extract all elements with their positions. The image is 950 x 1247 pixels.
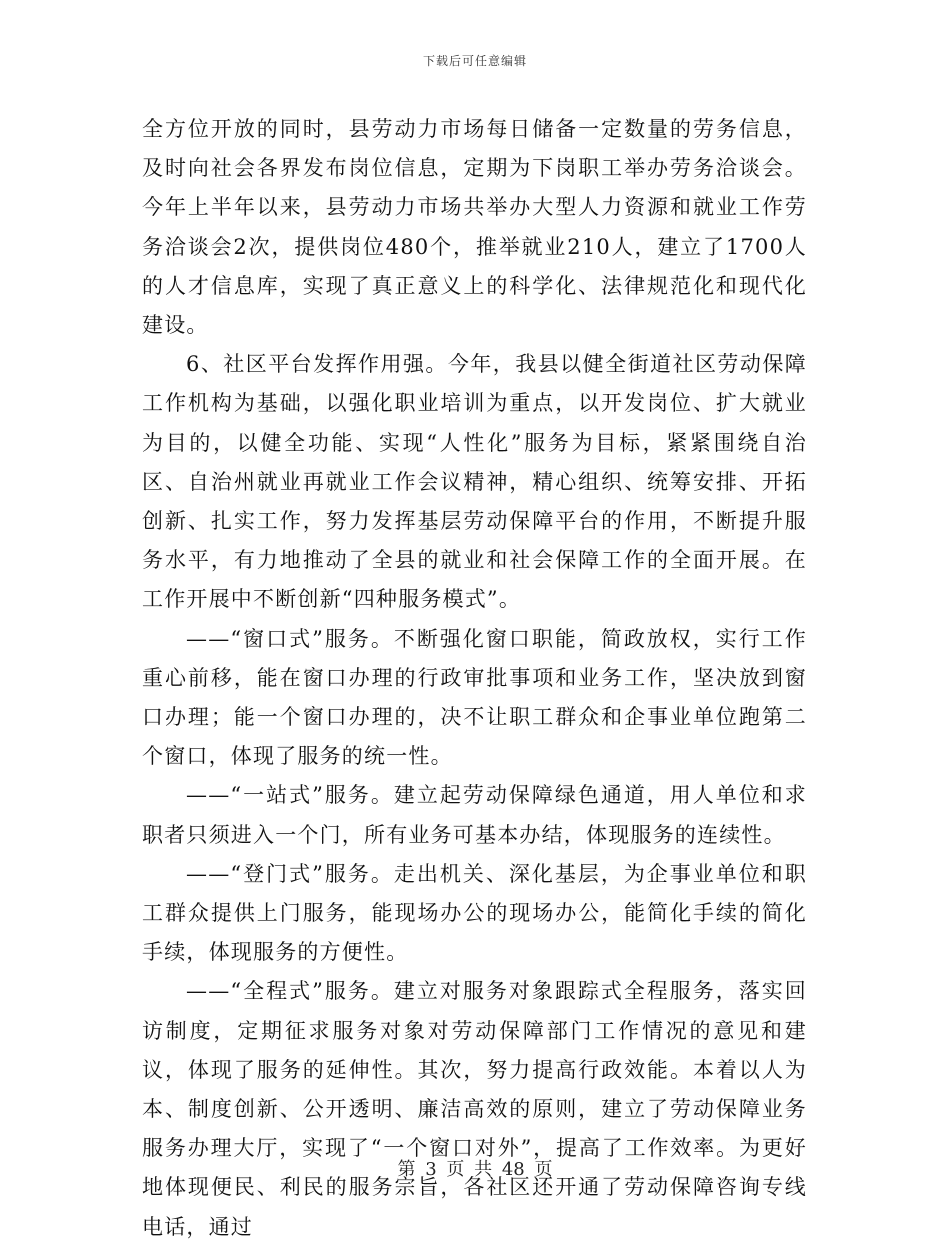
paragraph-window-service: ——“窗口式”服务。不断强化窗口职能，简政放权，实行工作重心前移，能在窗口办理的行政审批事项和业务工作，坚决放到窗口办理；能一个窗口办理的，决不让职工群众和企事业单位跑第二个窗口，体现了服务的统一性。: [142, 626, 807, 769]
document-body: [142, 110, 807, 1247]
paragraph-door-to-door-service: ——“登门式”服务。走出机关、深化基层，为企事业单位和职工群众提供上门服务，能现场办公的现场办公，能简化手续的简化手续，体现服务的方便性。: [142, 861, 807, 965]
paragraph-continuation: 全方位开放的同时，县劳动力市场每日储备一定数量的劳务信息，及时向社会各界发布岗位信息，定期为下岗职工举办劳务洽谈会。今年上半年以来，县劳动力市场共举办大型人力资源和就业工作劳务洽谈会2次，提供岗位480个，推举就业210人，建立了1700人的人才信息库，实现了真正意义上的科学化、法律规范化和现代化建设。: [142, 117, 807, 338]
page-header: 下载后可任意编辑: [422, 54, 527, 68]
page-number-footer: 第 3 页 共 48 页: [397, 1159, 553, 1180]
paragraph-community-platform: 6、社区平台发挥作用强。今年，我县以健全街道社区劳动保障工作机构为基础，以强化职业培训为重点，以开发岗位、扩大就业为目的，以健全功能、实现“人性化”服务为目标，紧紧围绕自治区、自治州就业再就业工作会议精神，精心组织、统筹安排、开拓创新、扎实工作，努力发挥基层劳动保障平台的作用，不断提升服务水平，有力地推动了全县的就业和社会保障工作的全面开展。在工作开展中不断创新“四种服务模式”。: [142, 352, 807, 612]
paragraph-full-process-service: ——“全程式”服务。建立对服务对象跟踪式全程服务，落实回访制度，定期征求服务对象对劳动保障部门工作情况的意见和建议，体现了服务的延伸性。其次，努力提高行政效能。本着以人为本、制度创新、公开透明、廉洁高效的原则，建立了劳动保障业务服务办理大厅，实现了“一个窗口对外”，提高了工作效率。为更好地体现便民、利民的服务宗旨，各社区还开通了劳动保障咨询专线电话，通过: [142, 979, 807, 1239]
paragraph-one-stop-service: ——“一站式”服务。建立起劳动保障绿色通道，用人单位和求职者只须进入一个门，所有业务可基本办结，体现服务的连续性。: [142, 783, 807, 847]
